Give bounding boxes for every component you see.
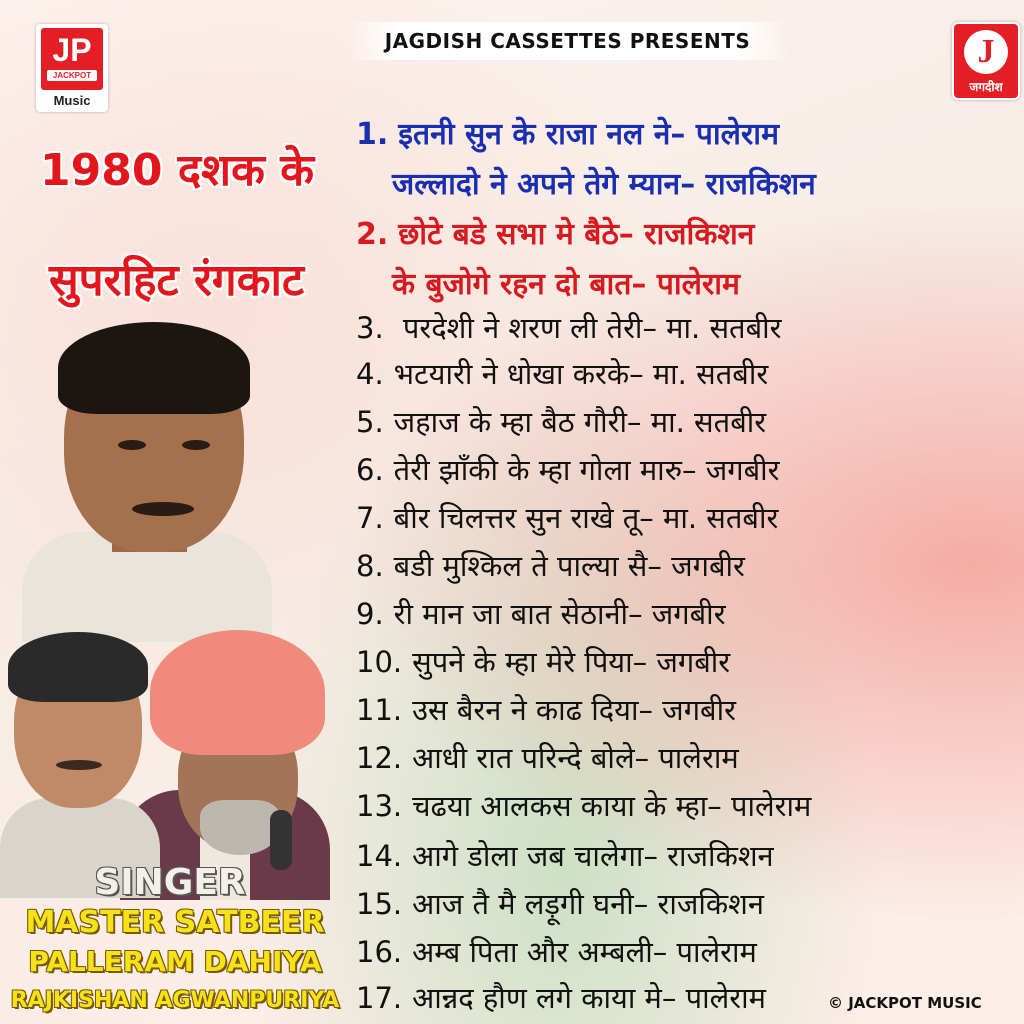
- jagdish-logo: [952, 22, 1020, 100]
- track-item: [356, 594, 726, 633]
- track-item: [356, 690, 736, 729]
- singer-name-2: PALLERAM DAHIYA: [28, 945, 322, 978]
- track-item: [356, 884, 764, 923]
- album-title-line1: 1980 दशक के: [40, 145, 314, 196]
- track-number: 9.: [356, 597, 384, 631]
- microphone-icon: [270, 810, 292, 870]
- jackpot-logo-label: Music: [53, 93, 91, 108]
- track-title: जहाज के म्हा बैठ गौरी– मा. सतबीर: [393, 405, 767, 439]
- jackpot-logo-letters: JP: [52, 32, 92, 68]
- track-item: [356, 354, 768, 393]
- track-number: 8.: [356, 549, 384, 583]
- track-title: सुपने के म्हा मेरे पिया– जगबीर: [412, 645, 731, 679]
- track-number: 3.: [356, 311, 384, 345]
- track-item: [356, 738, 739, 777]
- track-title: बडी मुश्किल ते पाल्या सै– जगबीर: [393, 549, 745, 583]
- track-number: 16.: [356, 935, 403, 969]
- track-title: उस बैरन ने काढ दिया– जगबीर: [412, 693, 736, 727]
- track-item: [356, 212, 754, 253]
- track-item: [356, 498, 778, 537]
- track-number: 4.: [356, 357, 384, 391]
- jagdish-logo-letter: J: [977, 33, 995, 70]
- track-title: आधी रात परिन्दे बोले– पालेराम: [412, 741, 739, 775]
- track-item: [392, 262, 740, 303]
- track-number: 14.: [356, 839, 403, 873]
- jagdish-logo-label: जगदीश: [969, 80, 1003, 94]
- track-number: 2.: [356, 217, 389, 252]
- track-item: [356, 450, 780, 489]
- track-title: तेरी झाँकी के म्हा गोला मारु– जगबीर: [393, 453, 780, 487]
- track-number: 15.: [356, 887, 403, 921]
- copyright-notice: © JACKPOT MUSIC: [828, 994, 982, 1012]
- jackpot-badge: [41, 28, 103, 90]
- singer-portrait-main: [22, 322, 272, 642]
- album-title-line2: सुपरहिट रंगकाट: [48, 255, 305, 306]
- singer-name-3: RAJKISHAN AGWANPURIYA: [10, 988, 340, 1013]
- track-title: अम्ब पिता और अम्बली– पालेराम: [412, 935, 757, 969]
- track-title: भटयारी ने धोखा करके– मा. सतबीर: [393, 357, 769, 391]
- track-title: इतनी सुन के राजा नल ने– पालेराम: [398, 117, 780, 152]
- track-item: [392, 162, 816, 203]
- track-item: [356, 308, 782, 347]
- track-number: 11.: [356, 693, 403, 727]
- track-item: [356, 642, 730, 681]
- track-title: री मान जा बात सेठानी– जगबीर: [393, 597, 726, 631]
- singer-portrait-left: [0, 628, 160, 898]
- track-number: 12.: [356, 741, 403, 775]
- track-item: [356, 932, 757, 971]
- track-number: 1.: [356, 117, 389, 152]
- track-number: 7.: [356, 501, 384, 535]
- track-item: [356, 836, 774, 875]
- jackpot-logo-badge-text: JACKPOT: [47, 70, 97, 81]
- track-item: [356, 978, 766, 1017]
- track-title: आज तै मै लड़ूगी घनी– राजकिशन: [412, 887, 764, 921]
- track-title: छोटे बडे सभा मे बैठे– राजकिशन: [398, 217, 755, 252]
- track-number: 10.: [356, 645, 403, 679]
- track-number: 6.: [356, 453, 384, 487]
- track-title: आगे डोला जब चालेगा– राजकिशन: [412, 839, 774, 873]
- track-number: 17.: [356, 981, 403, 1015]
- track-title: परदेशी ने शरण ली तेरी– मा. सतबीर: [393, 311, 782, 345]
- track-title: आन्नद हौण लगे काया मे– पालेराम: [412, 981, 766, 1015]
- jagdish-logo-circle: [964, 30, 1008, 74]
- presents-banner: JAGDISH CASSETTES PRESENTS: [345, 22, 790, 60]
- track-item: [356, 786, 811, 825]
- track-title: जल्लादो ने अपने तेगे म्यान– राजकिशन: [392, 167, 816, 202]
- track-item: [356, 402, 766, 441]
- track-number: 5.: [356, 405, 384, 439]
- singer-heading: SINGER: [94, 862, 246, 903]
- track-title: बीर चिलत्तर सुन राखे तू– मा. सतबीर: [393, 501, 779, 535]
- track-number: 13.: [356, 789, 403, 823]
- track-item: [356, 546, 745, 585]
- jackpot-music-logo: [36, 24, 108, 112]
- track-title: के बुजोगे रहन दो बात– पालेराम: [392, 267, 740, 302]
- track-item: [356, 112, 779, 153]
- track-title: चढया आलकस काया के म्हा– पालेराम: [412, 789, 812, 823]
- singer-name-1: MASTER SATBEER: [25, 905, 325, 940]
